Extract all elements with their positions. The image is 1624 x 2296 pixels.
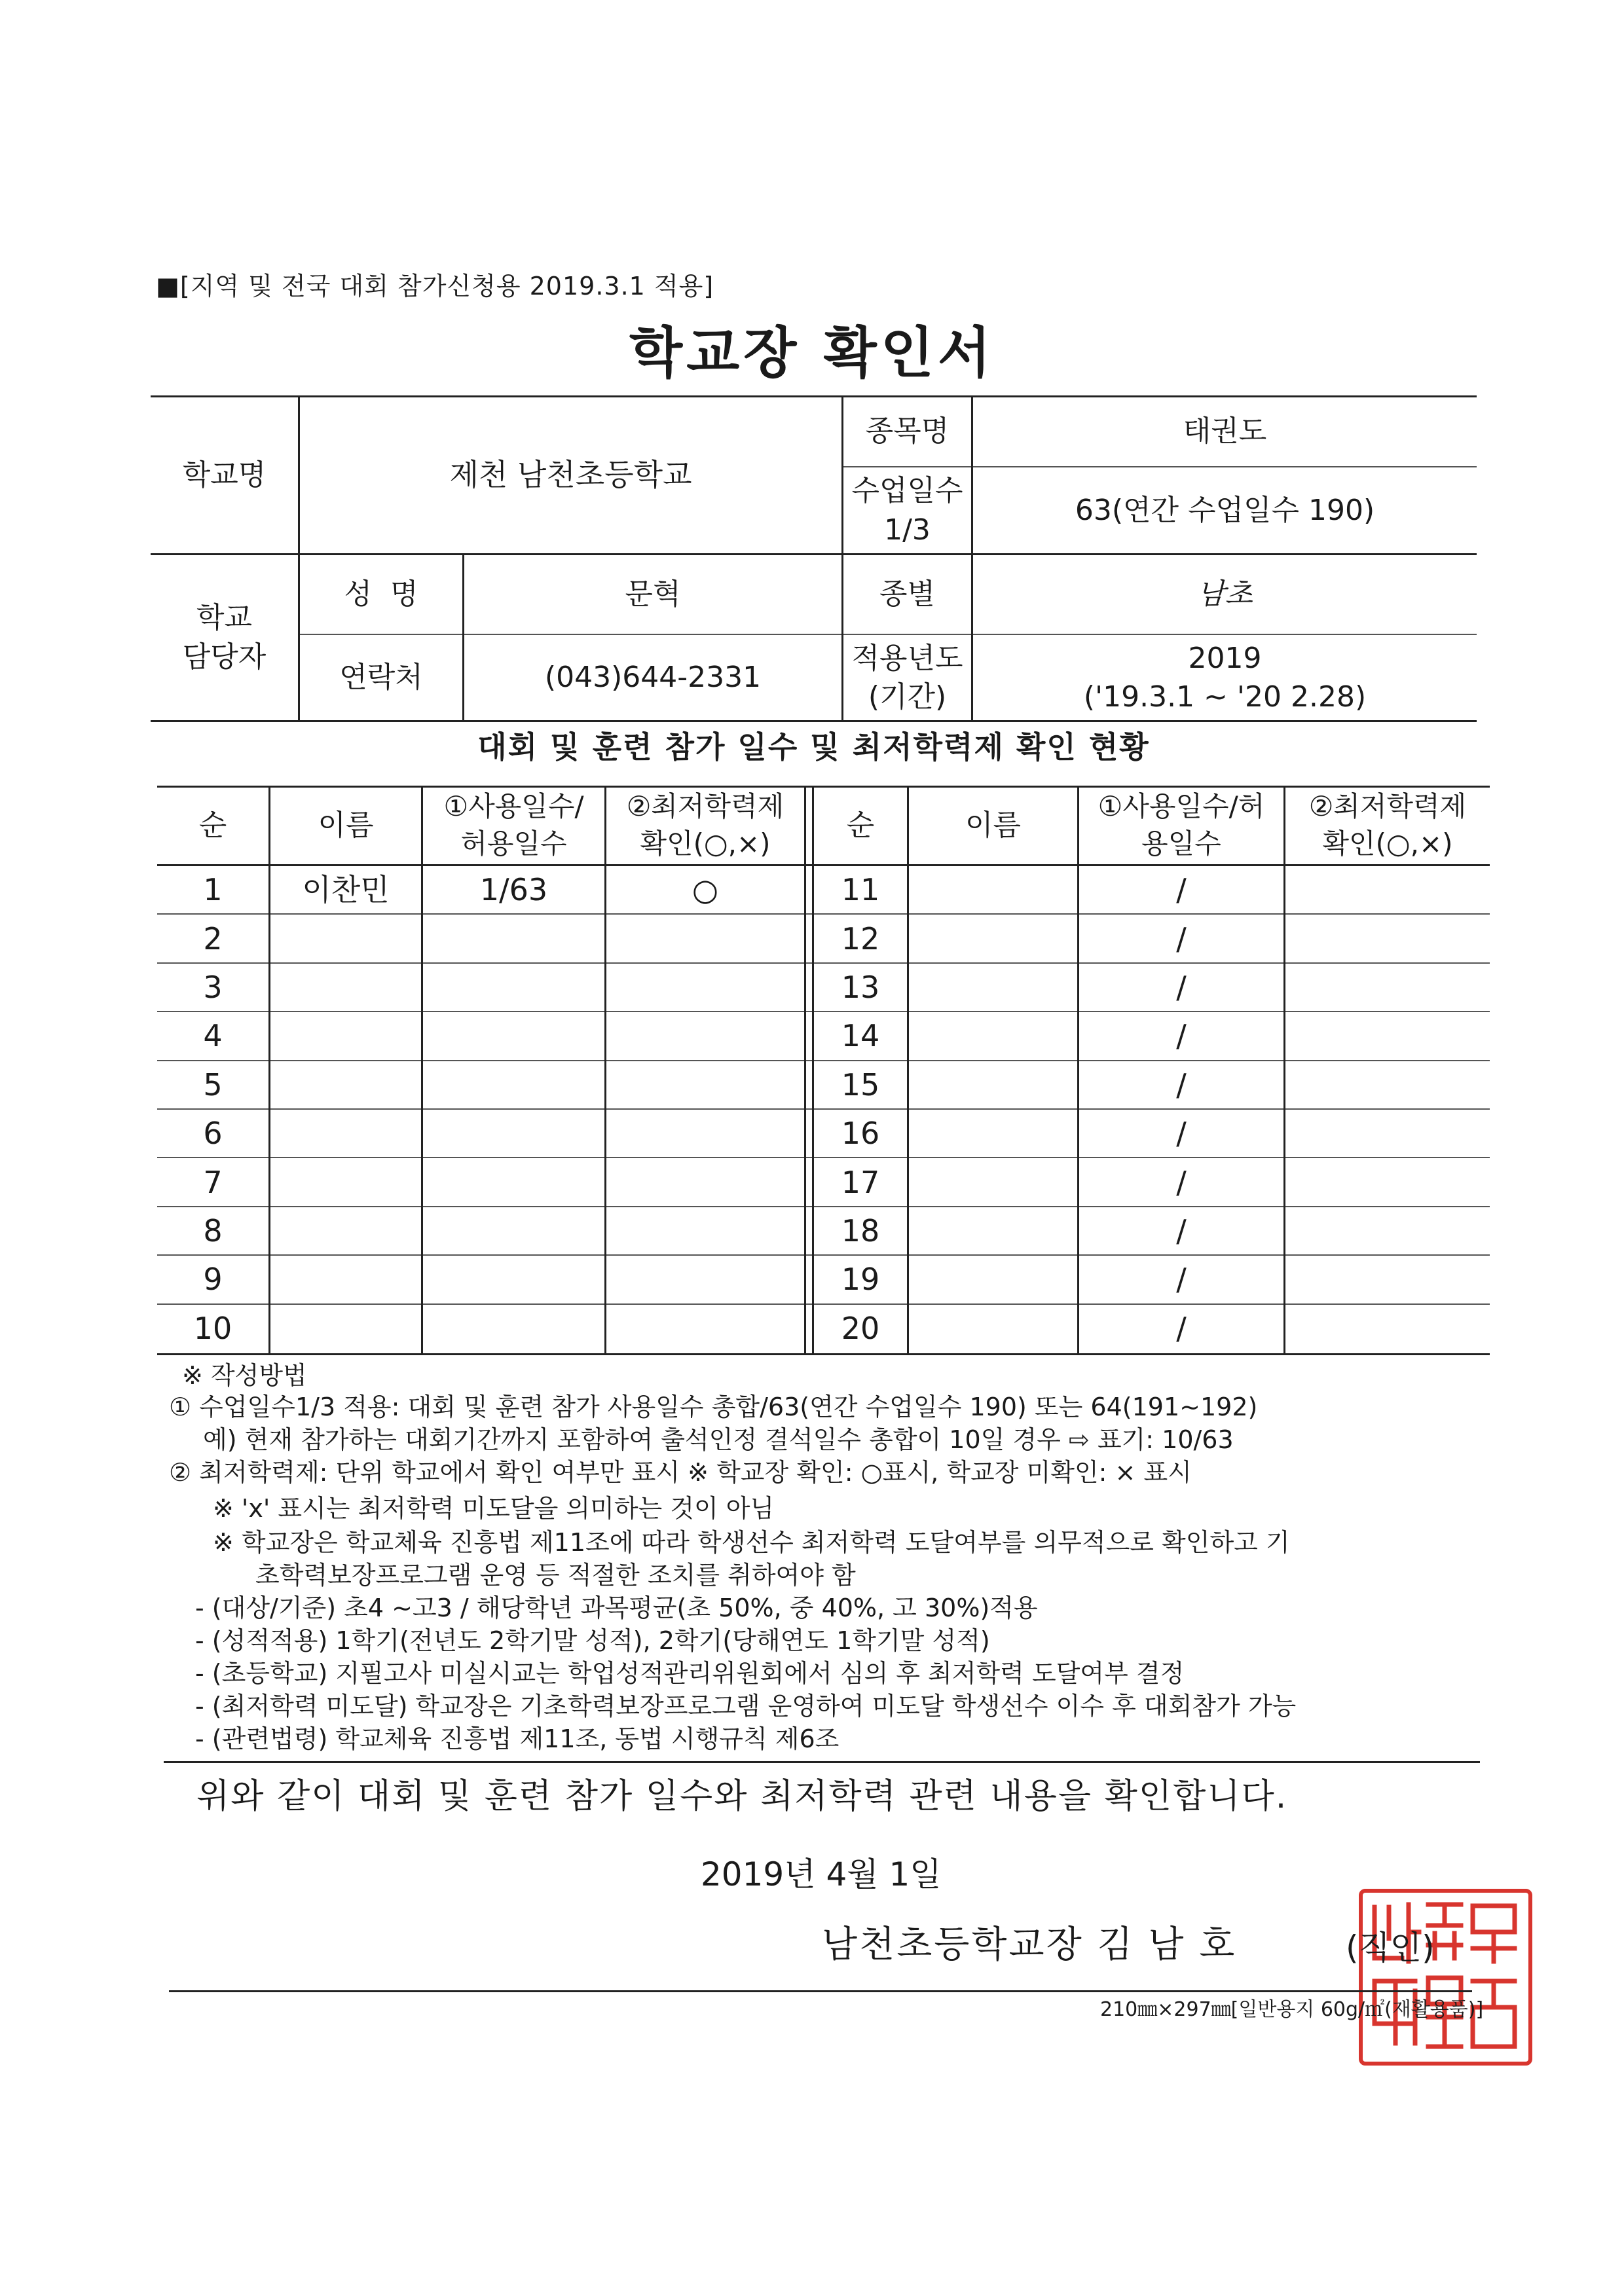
row-number: 14 xyxy=(841,1018,880,1054)
paper-spec: 210㎜×297㎜[일반용지 60g/㎡(재활용품)] xyxy=(1100,1998,1484,2021)
header-no: 순 xyxy=(198,809,227,843)
row-number: 1 xyxy=(203,872,223,908)
sport-value: 태권도 xyxy=(1183,414,1267,448)
academic-check xyxy=(606,1012,804,1059)
issue-date: 2019년 4월 1일 xyxy=(701,1855,942,1893)
athlete-name xyxy=(270,1256,421,1303)
academic-check xyxy=(1285,866,1490,913)
academic-check xyxy=(1285,915,1490,962)
athlete-name xyxy=(270,915,421,962)
academic-check xyxy=(1285,1061,1490,1108)
contact-label: 연락처 xyxy=(339,661,423,695)
header-name: 이름 xyxy=(318,809,374,843)
used-days xyxy=(423,1158,604,1205)
instructions-heading: ※ 작성방법 xyxy=(182,1361,307,1390)
athlete-name xyxy=(909,1305,1077,1352)
used-days: / xyxy=(1176,1310,1187,1346)
note-line: - (대상/기준) 초4 ~고3 / 해당학년 과목평균(초 50%, 중 40%, 고 30%)적용 xyxy=(195,1594,1038,1622)
row-number: 13 xyxy=(841,969,880,1005)
used-days xyxy=(423,915,604,962)
athlete-name xyxy=(270,1305,421,1352)
athlete-name xyxy=(270,1012,421,1059)
notes-divider xyxy=(164,1761,1480,1763)
academic-check xyxy=(606,915,804,962)
athlete-name xyxy=(909,866,1077,913)
class-days-value: 63(연간 수업일수 190) xyxy=(1075,493,1375,527)
row-number: 11 xyxy=(841,872,880,908)
academic-check xyxy=(606,964,804,1011)
used-days xyxy=(423,1061,604,1108)
academic-check xyxy=(606,1061,804,1108)
manager-name-value: 문혁 xyxy=(625,577,681,611)
row-number: 9 xyxy=(203,1262,223,1298)
used-days xyxy=(423,964,604,1011)
academic-check xyxy=(1285,1158,1490,1205)
contact-value: (043)644-2331 xyxy=(544,661,762,695)
used-days xyxy=(423,1305,604,1352)
row-number: 15 xyxy=(841,1066,880,1102)
period-year: 2019 xyxy=(1188,641,1262,675)
athlete-name xyxy=(270,964,421,1011)
row-number: 5 xyxy=(203,1066,223,1102)
used-days: / xyxy=(1176,872,1187,908)
athlete-name xyxy=(909,1158,1077,1205)
note-line: 예) 현재 참가하는 대회기간까지 포함하여 출석인정 결석일수 총합이 10일 경우 ⇨ 표기: 10/63 xyxy=(203,1425,1234,1454)
athlete-name xyxy=(909,1256,1077,1303)
used-days xyxy=(423,1256,604,1303)
academic-check: ○ xyxy=(692,872,719,908)
section-title: 대회 및 훈련 참가 일수 및 최저학력제 확인 현황 xyxy=(477,729,1150,765)
form-version-note: ■[지역 및 전국 대회 참가신청용 2019.3.1 적용] xyxy=(156,272,714,301)
used-days: / xyxy=(1176,969,1187,1005)
row-number: 17 xyxy=(841,1164,880,1200)
row-number: 12 xyxy=(841,920,880,957)
academic-check xyxy=(1285,1110,1490,1157)
athlete-name: 이찬민 xyxy=(302,872,390,908)
academic-check xyxy=(1285,1256,1490,1303)
header-used-days-right: ①사용일수/허 용일수 xyxy=(1098,790,1265,860)
used-days: / xyxy=(1176,1066,1187,1102)
athlete-name xyxy=(909,915,1077,962)
period-value xyxy=(973,635,1477,720)
row-number: 19 xyxy=(841,1262,880,1298)
principal-signature: 남천초등학교장 김 남 호 xyxy=(822,1923,1237,1966)
academic-check xyxy=(1285,964,1490,1011)
note-line: - (최저학력 미도달) 학교장은 기초학력보장프로그램 운영하여 미도달 학생선수 이수 후 대회참가 가능 xyxy=(195,1692,1297,1721)
confirmation-statement: 위와 같이 대회 및 훈련 참가 일수와 최저학력 관련 내용을 확인합니다. xyxy=(196,1777,1288,1816)
athlete-name xyxy=(270,1061,421,1108)
used-days xyxy=(423,1110,604,1157)
used-days: 1/63 xyxy=(479,872,548,908)
note-line: ※ 'x' 표시는 최저학력 미도달을 의미하는 것이 아님 xyxy=(213,1494,775,1523)
athlete-name xyxy=(270,1110,421,1157)
row-number: 3 xyxy=(203,969,223,1005)
row-number: 20 xyxy=(841,1310,880,1346)
note-line: ② 최저학력제: 단위 학교에서 확인 여부만 표시 ※ 학교장 확인: ○표시, 학교장 미확인: × 표시 xyxy=(169,1458,1192,1487)
school-name-label: 학교명 xyxy=(182,458,267,492)
used-days: / xyxy=(1176,1262,1187,1298)
athlete-name xyxy=(270,1158,421,1205)
sport-label: 종목명 xyxy=(865,414,950,448)
note-line: - (성적적용) 1학기(전년도 2학기말 성적), 2학기(당해연도 1학기말 성적) xyxy=(195,1626,990,1655)
seal-label: (직인) xyxy=(1346,1929,1435,1967)
header-min-academic-right: ②최저학력제 확인(○,×) xyxy=(1308,790,1467,860)
footer-divider xyxy=(169,1990,1472,1992)
official-seal xyxy=(1359,1889,1532,2066)
category-label: 종별 xyxy=(879,577,935,611)
athlete-name xyxy=(909,964,1077,1011)
row-number: 6 xyxy=(203,1116,223,1152)
row-number: 2 xyxy=(203,920,223,957)
athlete-name xyxy=(909,1110,1077,1157)
athlete-name xyxy=(270,1207,421,1254)
used-days xyxy=(423,1207,604,1254)
manager-label: 학교 담당자 xyxy=(182,601,267,674)
header-min-academic: ②최저학력제 확인(○,×) xyxy=(626,790,784,860)
academic-check xyxy=(606,1110,804,1157)
used-days: / xyxy=(1176,1164,1187,1200)
row-number: 8 xyxy=(203,1212,223,1248)
academic-check xyxy=(1285,1012,1490,1059)
period-label: 적용년도 (기간) xyxy=(851,641,963,714)
academic-check xyxy=(606,1207,804,1254)
used-days: / xyxy=(1176,1116,1187,1152)
academic-check xyxy=(1285,1305,1490,1352)
used-days: / xyxy=(1176,1212,1187,1248)
academic-check xyxy=(1285,1207,1490,1254)
document-title: 학교장 확인서 xyxy=(629,321,995,385)
row-number: 7 xyxy=(203,1164,223,1200)
header-used-days: ①사용일수/ 허용일수 xyxy=(443,790,584,860)
note-line: ※ 학교장은 학교체육 진흥법 제11조에 따라 학생선수 최저학력 도달여부를 의무적으로 확인하고 기 xyxy=(213,1528,1290,1557)
manager-name-label: 성 명 xyxy=(344,577,418,611)
note-line: ① 수업일수1/3 적용: 대회 및 훈련 참가 사용일수 총합/63(연간 수업일수 190) 또는 64(191~192) xyxy=(169,1393,1258,1421)
note-line: - (관련법령) 학교체육 진흥법 제11조, 동법 시행규칙 제6조 xyxy=(195,1724,840,1753)
athlete-name xyxy=(909,1061,1077,1108)
row-number: 4 xyxy=(203,1018,223,1054)
academic-check xyxy=(606,1158,804,1205)
note-line: - (초등학교) 지필고사 미실시교는 학업성적관리위원회에서 심의 후 최저학력 도달여부 결정 xyxy=(195,1659,1185,1688)
used-days: / xyxy=(1176,920,1187,957)
used-days: / xyxy=(1176,1018,1187,1054)
row-number: 10 xyxy=(193,1310,232,1346)
row-number: 16 xyxy=(841,1116,880,1152)
header-no-right: 순 xyxy=(846,809,875,843)
header-name-right: 이름 xyxy=(965,809,1021,843)
school-name-value: 제천 남천초등학교 xyxy=(449,457,692,493)
used-days xyxy=(423,1012,604,1059)
note-line: 초학력보장프로그램 운영 등 적절한 조치를 취하여야 함 xyxy=(255,1561,856,1590)
athlete-name xyxy=(909,1207,1077,1254)
class-days-label: 수업일수 1/3 xyxy=(851,474,963,547)
period-range: ('19.3.1 ~ '20 2.28) xyxy=(1083,680,1367,714)
academic-check xyxy=(606,1305,804,1352)
row-number: 18 xyxy=(841,1212,880,1248)
category-value: 남초 xyxy=(1196,577,1253,611)
academic-check xyxy=(606,1256,804,1303)
athlete-name xyxy=(909,1012,1077,1059)
